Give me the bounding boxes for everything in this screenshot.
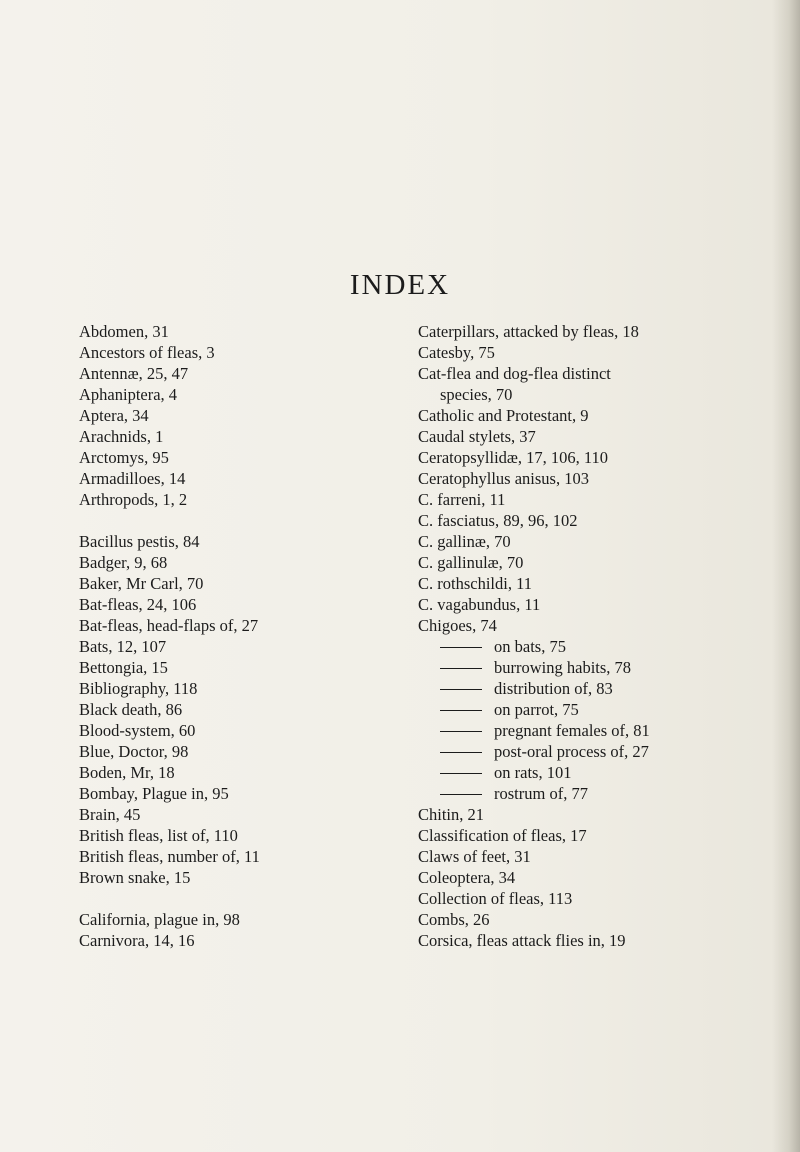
section-gap <box>79 888 379 909</box>
index-entry: Ancestors of fleas, 3 <box>79 343 215 362</box>
index-entry: C. fasciatus, 89, 96, 102 <box>418 511 578 530</box>
index-entry: Cat-flea and dog-flea distinct <box>418 364 611 383</box>
index-entry: Blood-system, 60 <box>79 721 196 740</box>
index-entry: Caudal stylets, 37 <box>418 427 536 446</box>
index-entry: Chitin, 21 <box>418 805 485 824</box>
index-entry: Blue, Doctor, 98 <box>79 742 189 761</box>
index-entry: Brown snake, 15 <box>79 868 191 887</box>
index-column-right <box>418 321 763 951</box>
ditto-dash <box>440 647 482 648</box>
index-subentry-text: on bats, 75 <box>494 637 566 656</box>
index-entry: Antennæ, 25, 47 <box>79 364 189 383</box>
index-subentry <box>418 657 763 678</box>
index-entry: Baker, Mr Carl, 70 <box>79 574 204 593</box>
index-subentry <box>418 636 763 657</box>
index-subentry-text: post-oral process of, 27 <box>494 742 649 761</box>
ditto-dash <box>440 668 482 669</box>
index-entry: Arachnids, 1 <box>79 427 164 446</box>
index-entry: Armadilloes, 14 <box>79 469 186 488</box>
index-entry: British fleas, list of, 110 <box>79 826 238 845</box>
index-entry: Catesby, 75 <box>418 343 495 362</box>
index-entry: Badger, 9, 68 <box>79 553 168 572</box>
index-entry: Bombay, Plague in, 95 <box>79 784 229 803</box>
index-entry: Catholic and Protestant, 9 <box>418 406 589 425</box>
ditto-dash <box>440 794 482 795</box>
index-entry: British fleas, number of, 11 <box>79 847 260 866</box>
index-entry-continuation: species, 70 <box>440 385 513 404</box>
index-subentry <box>418 762 763 783</box>
index-entry: Black death, 86 <box>79 700 183 719</box>
index-entry: Corsica, fleas attack flies in, 19 <box>418 931 626 950</box>
index-entry: Bacillus pestis, 84 <box>79 532 200 551</box>
index-column-left <box>79 321 379 951</box>
index-entry: Bat-fleas, 24, 106 <box>79 595 197 614</box>
index-entry: Combs, 26 <box>418 910 490 929</box>
index-entry: C. gallinulæ, 70 <box>418 553 524 572</box>
index-subentry-text: pregnant females of, 81 <box>494 721 650 740</box>
index-entry: Brain, 45 <box>79 805 141 824</box>
index-entry: Bat-fleas, head-flaps of, 27 <box>79 616 259 635</box>
index-subentry-text: on rats, 101 <box>494 763 572 782</box>
index-subentry <box>418 741 763 762</box>
index-entry: Collection of fleas, 113 <box>418 889 573 908</box>
index-entry: Arthropods, 1, 2 <box>79 490 188 509</box>
index-entry: Bettongia, 15 <box>79 658 168 677</box>
index-subentry <box>418 678 763 699</box>
index-entry: Ceratophyllus anisus, 103 <box>418 469 589 488</box>
index-entry: C. gallinæ, 70 <box>418 532 511 551</box>
index-entry: Ceratopsyllidæ, 17, 106, 110 <box>418 448 609 467</box>
index-entry: Aptera, 34 <box>79 406 149 425</box>
index-entry: Boden, Mr, 18 <box>79 763 175 782</box>
page-edge-shadow <box>772 0 800 1152</box>
index-entry: Arctomys, 95 <box>79 448 169 467</box>
index-entry: Carnivora, 14, 16 <box>79 931 195 950</box>
index-entry: Aphaniptera, 4 <box>79 385 178 404</box>
index-entry: C. farreni, 11 <box>418 490 506 509</box>
index-entry: Bibliography, 118 <box>79 679 198 698</box>
index-subentry <box>418 699 763 720</box>
ditto-dash <box>440 752 482 753</box>
index-entry: California, plague in, 98 <box>79 910 240 929</box>
index-entry: Caterpillars, attacked by fleas, 18 <box>418 322 639 341</box>
index-subentry-text: distribution of, 83 <box>494 679 613 698</box>
ditto-dash <box>440 773 482 774</box>
page-title: INDEX <box>349 269 451 302</box>
ditto-dash <box>440 731 482 732</box>
ditto-dash <box>440 710 482 711</box>
index-entry: Claws of feet, 31 <box>418 847 531 866</box>
index-entry: Chigoes, 74 <box>418 616 497 635</box>
index-entry: Bats, 12, 107 <box>79 637 167 656</box>
index-subentry-text: rostrum of, 77 <box>494 784 588 803</box>
index-subentry-text: burrowing habits, 78 <box>494 658 632 677</box>
index-entry: C. vagabundus, 11 <box>418 595 541 614</box>
index-entry: Coleoptera, 34 <box>418 868 516 887</box>
ditto-dash <box>440 689 482 690</box>
index-subentry <box>418 783 763 804</box>
index-subentry <box>418 720 763 741</box>
index-entry: Abdomen, 31 <box>79 322 169 341</box>
section-gap <box>79 510 379 531</box>
index-entry: Classification of fleas, 17 <box>418 826 587 845</box>
index-entry: C. rothschildi, 11 <box>418 574 532 593</box>
index-subentry-text: on parrot, 75 <box>494 700 579 719</box>
